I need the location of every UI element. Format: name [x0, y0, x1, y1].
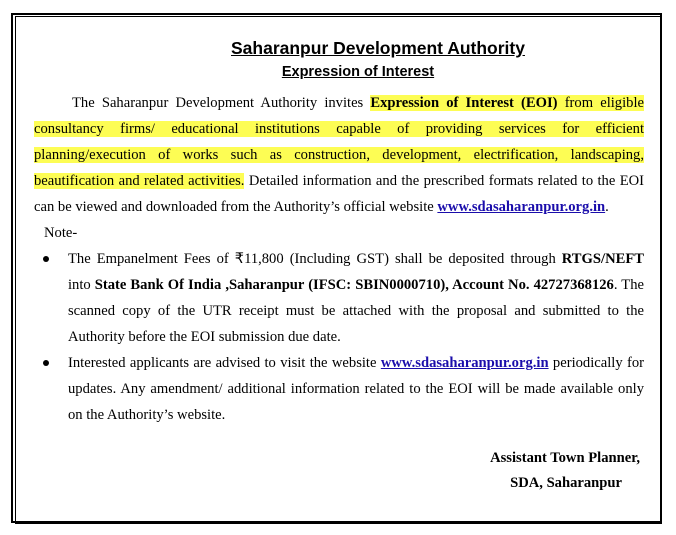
signature-title: Assistant Town Planner,: [490, 450, 640, 466]
website-link[interactable]: www.sdasaharanpur.org.in: [380, 355, 549, 371]
bullet-icon: [43, 256, 49, 262]
website-link[interactable]: www.sdasaharanpur.org.in: [437, 199, 606, 215]
list-item: Interested applicants are advised to visit the website www.sdasaharanpur.org.in periodically for updates. Any amendment/ additional information related to the EOI will be made available only on the Authority’s website.: [34, 350, 644, 428]
eoi-term: Expression of Interest (EOI): [370, 95, 558, 111]
signature-office: SDA, Saharanpur: [510, 475, 622, 491]
bank-details: State Bank Of India ,Saharanpur (IFSC: SBIN0000710), Account No. 42727368126: [94, 277, 614, 293]
document-body: [34, 90, 644, 428]
list-item: The Empanelment Fees of ₹11,800 (Including GST) shall be deposited through RTGS/NEFT into State Bank Of India ,Saharanpur (IFSC: SBIN0000710), Account No. 42727368126. The scanned copy of the UTR receipt must be attached with the proposal and submitted to the Authority before the EOI submission due date.: [34, 246, 644, 350]
highlighted-text: from eligible consultancy firms/ educational institutions capable of providing services for efficient planning/execution of works such as construction, development, electrification, landscaping, beautification and related activities.: [34, 95, 644, 189]
note-label: Note-: [44, 225, 78, 241]
document-title: Saharanpur Development Authority: [231, 38, 525, 58]
note-list: [34, 246, 644, 428]
bullet-icon: [43, 360, 49, 366]
document-subtitle: Expression of Interest: [281, 64, 435, 80]
intro-paragraph: The Saharanpur Development Authority invites Expression of Interest (EOI) from eligible consultancy firms/ educational institutions capable of providing services for efficient planning/execution of works such as construction, development, electrification, landscaping, beautification and related activities. Detailed information and the prescribed formats related to the EOI can be viewed and downloaded from the Authority’s official website www.sdasaharanpur.org.in.: [34, 95, 645, 215]
